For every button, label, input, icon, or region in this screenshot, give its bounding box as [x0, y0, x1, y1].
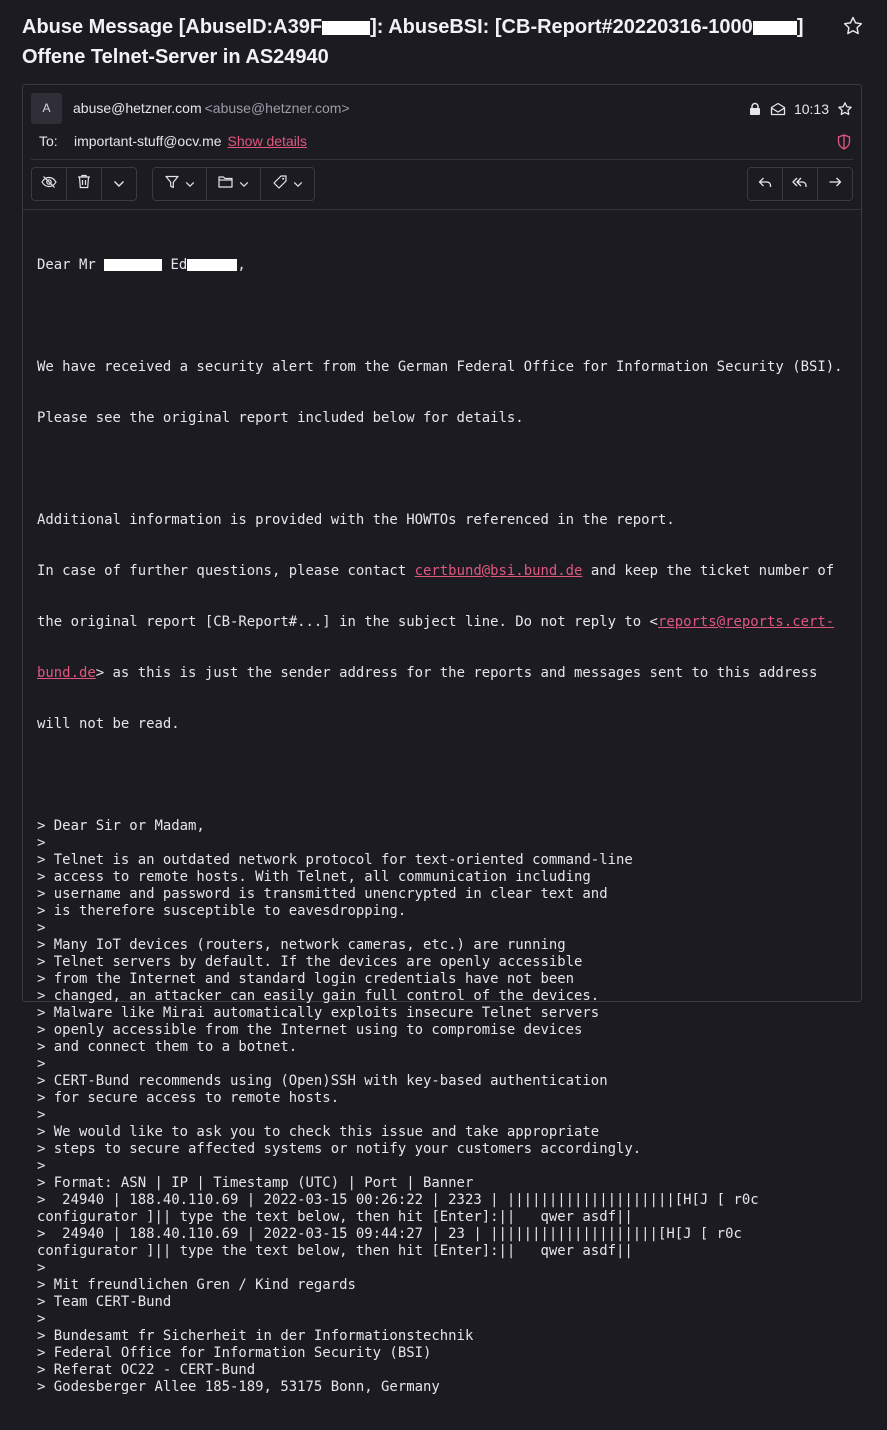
subject-part: ] [796, 16, 804, 38]
sender[interactable] [73, 100, 350, 116]
quoted-line: > Telnet is an outdated network protocol for text-oriented command-line [37, 852, 633, 868]
toolbar-group-organize [152, 167, 315, 201]
to-label: To: [39, 133, 58, 149]
move-to-folder-button[interactable] [207, 168, 261, 200]
quoted-line: > Federal Office for Information Security (BSI) [37, 1345, 432, 1361]
redaction-block [322, 21, 370, 35]
intro-line: We have received a security alert from the German Federal Office for Information Security (BSI). [37, 359, 843, 375]
quoted-line: > CERT-Bund recommends using (Open)SSH with key-based authentication [37, 1073, 608, 1089]
forward-button[interactable] [818, 168, 852, 200]
info-text: and keep the ticket number of [582, 563, 835, 579]
greeting-text: , [237, 257, 246, 273]
tag-icon [273, 175, 287, 194]
message-card [22, 84, 862, 1395]
message-meta [748, 99, 853, 119]
quoted-line: > 24940 | 188.40.110.69 | 2022-03-15 00:26:22 | 2323 | ||||||||||||||||||||[H[J [ r0c [37, 1192, 759, 1208]
blank-line [37, 308, 852, 325]
show-details-link[interactable]: Show details [227, 133, 307, 149]
quoted-line: > Malware like Mirai automatically exploits insecure Telnet servers [37, 1005, 600, 1021]
quoted-line: configurator ]|| type the text below, then hit [Enter]:|| qwer asdf|| [37, 1243, 633, 1259]
subject-part: Abuse Message [AbuseID:A39F [22, 16, 323, 38]
quoted-line: > We would like to ask you to check this issue and take appropriate [37, 1124, 600, 1140]
quoted-line: > steps to secure affected systems or notify your customers accordingly. [37, 1141, 642, 1157]
quoted-line: > 24940 | 188.40.110.69 | 2022-03-15 09:44:27 | 23 | ||||||||||||||||||||[H[J [ r0c [37, 1226, 742, 1242]
quoted-line: > Referat OC22 - CERT-Bund [37, 1362, 256, 1378]
quoted-line: > [37, 1158, 46, 1174]
shield-icon[interactable] [837, 134, 851, 153]
label-button[interactable] [261, 168, 314, 200]
redaction-block [187, 259, 237, 271]
reply-button[interactable] [748, 168, 783, 200]
star-icon[interactable] [837, 101, 853, 117]
sender-row [31, 93, 853, 123]
filter-icon [165, 175, 179, 194]
quoted-line: > Dear Sir or Madam, [37, 818, 205, 834]
blank-line [37, 461, 852, 478]
greeting-text: Ed [162, 257, 188, 273]
recipient-address[interactable]: important-stuff@ocv.me [74, 133, 222, 149]
quoted-line: > changed, an attacker can easily gain full control of the devices. [37, 988, 600, 1004]
reply-icon [758, 175, 772, 193]
chevron-down-icon [113, 175, 125, 193]
info-line: Additional information is provided with the HOWTOs referenced in the report. [37, 512, 675, 528]
message-body [37, 223, 852, 1430]
intro-line: Please see the original report included below for details. [37, 410, 524, 426]
quoted-line: > openly accessible from the Internet using to compromise devices [37, 1022, 583, 1038]
email-link-reports[interactable]: reports@reports.cert- [657, 614, 835, 630]
message-time: 10:13 [793, 101, 829, 117]
email-link-certbund[interactable]: certbund@bsi.bund.de [414, 563, 583, 579]
quoted-line: > and connect them to a botnet. [37, 1039, 298, 1055]
chevron-down-icon [293, 175, 303, 193]
filter-button[interactable] [153, 168, 207, 200]
quoted-line: > [37, 1107, 46, 1123]
blank-line [37, 767, 852, 784]
quoted-line: > Team CERT-Bund [37, 1294, 172, 1310]
reply-all-icon [792, 175, 808, 193]
quoted-report [37, 818, 852, 1396]
info-line: will not be read. [37, 716, 180, 732]
quoted-line: configurator ]|| type the text below, then hit [Enter]:|| qwer asdf|| [37, 1209, 633, 1225]
folder-icon [218, 175, 233, 193]
quoted-line: > from the Internet and standard login credentials have not been [37, 971, 575, 987]
quoted-line: > Mit freundlichen Gren / Kind regards [37, 1277, 356, 1293]
info-line [37, 665, 852, 682]
lock-icon [748, 102, 762, 116]
quoted-line: > access to remote hosts. With Telnet, all communication including [37, 869, 591, 885]
reply-all-button[interactable] [783, 168, 818, 200]
info-line [37, 614, 852, 631]
toolbar-group-reply [747, 167, 853, 201]
info-text: the original report [CB-Report#...] in the subject line. Do not reply to < [37, 614, 658, 630]
email-link-reports[interactable]: bund.de [37, 665, 96, 681]
message-subject [22, 12, 822, 72]
quoted-line: > Godesberger Allee 185-189, 53175 Bonn, Germany [37, 1379, 440, 1395]
toolbar-group-actions [31, 167, 137, 201]
chevron-down-icon [185, 175, 195, 193]
message-toolbar [31, 167, 853, 203]
subject-part: ]: AbuseBSI: [CB-Report#20220316-1000 [370, 16, 753, 38]
quoted-line: > is therefore susceptible to eavesdropping. [37, 903, 407, 919]
quoted-line: > [37, 1260, 46, 1276]
quoted-line: > Bundesamt fr Sicherheit in der Informationstechnik [37, 1328, 474, 1344]
sender-name[interactable]: abuse@hetzner.com [73, 100, 202, 116]
quoted-line: > [37, 1311, 46, 1327]
chevron-down-icon [239, 175, 249, 193]
redaction-block [104, 259, 162, 271]
avatar: A [31, 93, 62, 124]
greeting-text: Dear Mr [37, 257, 105, 273]
delete-button[interactable] [67, 168, 102, 200]
quoted-line: > [37, 1056, 46, 1072]
trash-icon [77, 174, 91, 194]
quoted-line: > [37, 920, 46, 936]
header-divider [31, 159, 853, 160]
redaction-block [753, 21, 797, 35]
quoted-line: > username and password is transmitted unencrypted in clear text and [37, 886, 608, 902]
subject-line-2: Offene Telnet-Server in AS24940 [22, 46, 329, 68]
eye-slash-icon [41, 175, 57, 194]
star-icon[interactable] [842, 15, 864, 37]
forward-icon [828, 175, 842, 193]
quoted-line: > Many IoT devices (routers, network cameras, etc.) are running [37, 937, 566, 953]
quoted-line: > Telnet servers by default. If the devices are openly accessible [37, 954, 583, 970]
quoted-line: > Format: ASN | IP | Timestamp (UTC) | Port | Banner [37, 1175, 474, 1191]
quoted-line: > [37, 835, 46, 851]
quoted-line: > for secure access to remote hosts. [37, 1090, 340, 1106]
toolbar-divider [23, 209, 861, 210]
info-line [37, 563, 852, 580]
sender-address: <abuse@hetzner.com> [204, 100, 350, 116]
info-text: In case of further questions, please contact [37, 563, 415, 579]
envelope-open-icon [770, 102, 786, 116]
more-actions-button[interactable] [102, 168, 136, 200]
greeting [37, 257, 852, 274]
info-text: > as this is just the sender address for the reports and messages sent to this address [95, 665, 818, 681]
recipient-row [39, 133, 851, 153]
recipient [74, 133, 307, 149]
mark-unread-button[interactable] [32, 168, 67, 200]
